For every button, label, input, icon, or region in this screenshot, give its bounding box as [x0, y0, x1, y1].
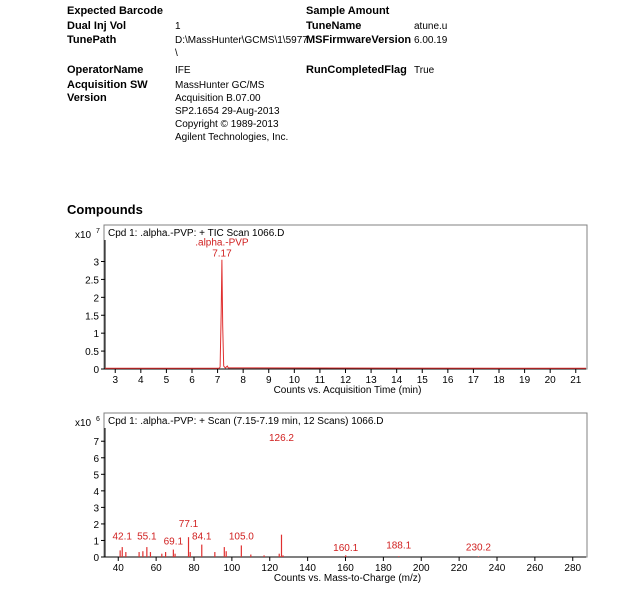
- peak-mz-label: 230.2: [465, 542, 491, 554]
- y-tick-label: 0.5: [85, 347, 99, 359]
- msfirmware-value: 6.00.19: [414, 35, 448, 46]
- x-tick-label: 10: [288, 375, 300, 386]
- x-tick-label: 140: [299, 563, 316, 574]
- y-tick-label: 2: [93, 519, 99, 531]
- y-tick-label: 7: [93, 437, 99, 449]
- operator-label: OperatorName: [67, 64, 144, 76]
- x-tick-label: 80: [188, 563, 200, 574]
- x-tick-label: 40: [112, 563, 124, 574]
- peak-mz-label: 84.1: [192, 531, 212, 543]
- x-tick-label: 60: [150, 563, 162, 574]
- peak-mz-label: 42.1: [112, 531, 132, 543]
- msfirmware-label: MSFirmwareVersion: [306, 34, 412, 46]
- acq-sw-value-line: MassHunter GC/MS: [175, 80, 265, 91]
- runcompleted-label: RunCompletedFlag: [306, 64, 407, 76]
- compounds-heading: Compounds: [67, 202, 143, 217]
- expected-barcode-label: Expected Barcode: [67, 5, 163, 17]
- operator-value: IFE: [175, 65, 191, 76]
- y-tick-label: 3: [93, 503, 99, 515]
- y-tick-label: 1: [93, 536, 99, 548]
- y-multiplier-label: x10: [75, 418, 92, 429]
- x-tick-label: 18: [493, 375, 505, 386]
- acq-sw-value-line: SP2.1654 29-Aug-2013: [175, 106, 280, 117]
- tunepath-value-line2: \: [175, 48, 178, 59]
- y-tick-label: 4: [93, 486, 99, 498]
- x-tick-label: 17: [467, 375, 479, 386]
- x-tick-label: 160: [337, 563, 354, 574]
- x-tick-label: 13: [365, 375, 377, 386]
- peak-label-rt: 7.17: [212, 248, 232, 260]
- tic-chart-svg: [0, 222, 643, 400]
- y-tick-label: 2.5: [85, 275, 99, 287]
- tic-chart: [0, 222, 643, 400]
- y-multiplier-label: x10: [75, 230, 92, 241]
- y-multiplier-exponent: 7: [96, 228, 100, 235]
- x-tick-label: 20: [544, 375, 556, 386]
- x-tick-label: 220: [450, 563, 468, 574]
- x-tick-label: 7: [214, 375, 221, 386]
- x-tick-label: 9: [265, 375, 272, 386]
- x-tick-label: 19: [519, 375, 531, 386]
- peak-mz-label: 69.1: [163, 536, 184, 548]
- x-tick-label: 120: [261, 563, 279, 574]
- x-tick-label: 8: [240, 375, 246, 386]
- y-tick-label: 1: [93, 329, 99, 341]
- y-tick-label: 0: [93, 365, 99, 376]
- peak-label-name: .alpha.-PVP: [195, 237, 249, 249]
- x-tick-label: 12: [339, 375, 352, 386]
- x-axis-title: Counts vs. Mass-to-Charge (m/z): [273, 573, 422, 584]
- tunepath-value-line1: D:\MassHunter\GCMS\1\5977: [175, 35, 308, 46]
- x-tick-label: 100: [223, 563, 241, 574]
- mass-spectrum-chart-svg: [0, 410, 643, 590]
- chart-title: Cpd 1: .alpha.-PVP: + TIC Scan 1066.D: [108, 228, 285, 239]
- peak-mz-label: 105.0: [228, 531, 254, 543]
- x-tick-label: 260: [526, 563, 544, 574]
- mass-spectrum-chart: [0, 410, 643, 590]
- y-tick-label: 3: [93, 257, 99, 269]
- acq-sw-value-line: Acquisition B.07.00: [175, 93, 261, 104]
- y-tick-label: 0: [93, 553, 99, 564]
- tic-trace: [105, 260, 586, 369]
- chart-title: Cpd 1: .alpha.-PVP: + Scan (7.15-7.19 min, 12 Scans) 1066.D: [108, 416, 384, 427]
- x-tick-label: 180: [375, 563, 392, 574]
- acq-sw-value-line: Copyright © 1989-2013: [175, 119, 279, 130]
- x-axis-title: Counts vs. Acquisition Time (min): [273, 385, 422, 396]
- dual-inj-vol-label: Dual Inj Vol: [67, 20, 127, 32]
- tunename-label: TuneName: [306, 20, 362, 32]
- x-tick-label: 200: [412, 563, 430, 574]
- chart-frame: [104, 225, 587, 369]
- x-tick-label: 5: [163, 375, 170, 386]
- x-tick-label: 14: [391, 375, 403, 386]
- x-tick-label: 6: [189, 375, 195, 386]
- runcompleted-value: True: [414, 65, 435, 76]
- x-tick-label: 11: [314, 375, 326, 386]
- peak-mz-label: 160.1: [333, 542, 359, 554]
- y-tick-label: 2: [93, 293, 99, 305]
- peak-mz-label: 55.1: [137, 531, 157, 543]
- x-tick-label: 16: [442, 375, 454, 386]
- sample-amount-label: Sample Amount: [306, 5, 390, 17]
- y-tick-label: 6: [93, 453, 99, 465]
- acq-sw-label-line1: Acquisition SW: [67, 79, 148, 91]
- x-tick-label: 240: [488, 563, 506, 574]
- x-tick-label: 15: [416, 375, 428, 386]
- peak-mz-label: 126.2: [268, 432, 295, 444]
- tunename-value: atune.u: [414, 21, 448, 32]
- tunepath-label: TunePath: [67, 34, 117, 46]
- y-tick-label: 1.5: [85, 311, 99, 323]
- y-tick-label: 5: [93, 470, 99, 482]
- x-tick-label: 4: [138, 375, 144, 386]
- x-tick-label: 3: [112, 375, 119, 386]
- peak-mz-label: 77.1: [178, 518, 199, 530]
- x-tick-label: 280: [564, 563, 582, 574]
- x-tick-label: 21: [570, 375, 582, 386]
- acq-sw-value-line: Agilent Technologies, Inc.: [175, 132, 289, 143]
- y-multiplier-exponent: 6: [96, 416, 100, 423]
- acq-sw-label-line2: Version: [67, 92, 107, 104]
- dual-inj-vol-value: 1: [175, 21, 181, 32]
- peak-mz-label: 188.1: [386, 540, 412, 552]
